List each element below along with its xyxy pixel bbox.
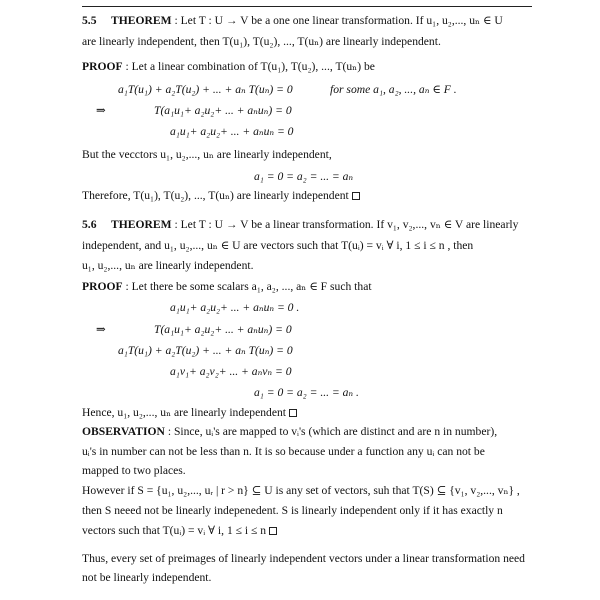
proof-5-6-eq-1: a₁u₁+ a₂u₂+ ... + aₙuₙ = 0 . [170, 301, 300, 314]
observation-heading [82, 425, 497, 439]
qed-square-icon [289, 409, 297, 417]
proof-5-5-line-2: But the vecctors u₁, u₂,..., uₙ are linearly independent, [82, 148, 332, 161]
proof-5-6-eq-5: a₁ = 0 = a₂ = ... = aₙ . [254, 386, 359, 399]
proof-5-6-eq-3: a₁T(u₁) + a₂T(u₂) + ... + aₙ T(uₙ) = 0 [118, 344, 293, 357]
theorem-5-5-heading [82, 14, 503, 28]
proof-5-5-eq-4: a₁ = 0 = a₂ = ... = aₙ [254, 170, 354, 183]
proof-5-6-conclusion [82, 406, 297, 420]
theorem-5-6-line-3: u₁, u₂,..., uₙ are linearly independent. [82, 259, 254, 272]
theorem-number: 5.5 [82, 14, 97, 27]
implies-symbol: ⇒ [96, 323, 106, 336]
top-rule [82, 6, 532, 7]
theorem-5-6-line-2: independent, and u₁, u₂,..., uₙ ∈ U are vectors such that T(uᵢ) = vᵢ ∀ i, 1 ≤ i ≤ n , then [82, 239, 474, 252]
theorem-5-5-line-2: are linearly independent, then T(u₁), T(u₂), ..., T(uₙ) are linearly independent. [82, 35, 441, 48]
observation-line-3: mapped to two places. [82, 464, 186, 477]
theorem-title: THEOREM [111, 218, 172, 231]
qed-square-icon [269, 527, 277, 535]
observation-text: : Since, uᵢ's are mapped to vᵢ's (which are distinct and are n in number), [167, 425, 498, 438]
conclusion-line-2: not be linearly independent. [82, 571, 212, 584]
proof-text: : Let a linear combination of T(u₁), T(u₂), ..., T(uₙ) be [125, 60, 375, 73]
proof-5-6-intro [82, 280, 372, 294]
theorem-statement: : Let T : U → V be a linear transformation. If v₁, v₂,..., vₙ ∈ V are linearly [174, 218, 519, 231]
proof-label: PROOF [82, 280, 123, 293]
theorem-number: 5.6 [82, 218, 97, 231]
qed-square-icon [352, 192, 360, 200]
proof-5-5-conclusion-text: Therefore, T(u₁), T(u₂), ..., T(uₙ) are linearly independent [82, 189, 349, 202]
proof-5-5-conclusion [82, 189, 360, 203]
proof-5-6-conclusion-text: Hence, u₁, u₂,..., uₙ are linearly independent [82, 406, 287, 419]
theorem-statement: : Let T : U → V be a one one linear transformation. If u₁, u₂,..., uₙ ∈ U [174, 14, 503, 27]
observation-label: OBSERVATION [82, 425, 165, 438]
observation-line-6-text: vectors such that T(uᵢ) = vᵢ ∀ i, 1 ≤ i ≤ n [82, 524, 267, 537]
implies-symbol: ⇒ [96, 104, 106, 117]
observation-line-5: then S neeed not be linearly indepenedent. S is linearly independent only if it has exactly n [82, 504, 503, 517]
observation-line-2: uᵢ's in number can not be less than n. It is so because under a function any uᵢ can not be [82, 445, 485, 458]
proof-5-5-eq-1-condition: for some a₁, a₂, ..., aₙ ∈ F . [330, 83, 457, 96]
proof-5-5-eq-2: T(a₁u₁+ a₂u₂+ ... + aₙuₙ) = 0 [154, 104, 292, 117]
proof-5-5-eq-1: a₁T(u₁) + a₂T(u₂) + ... + aₙ T(uₙ) = 0 [118, 83, 293, 96]
conclusion-line-1: Thus, every set of preimages of linearly independent vectors under a linear transformation need [82, 552, 525, 565]
theorem-5-6-heading [82, 218, 518, 232]
proof-text: : Let there be some scalars a₁, a₂, ..., aₙ ∈ F such that [125, 280, 372, 293]
theorem-title: THEOREM [111, 14, 172, 27]
proof-label: PROOF [82, 60, 123, 73]
proof-5-5-intro [82, 60, 375, 74]
proof-5-6-eq-4: a₁v₁+ a₂v₂+ ... + aₙvₙ = 0 [170, 365, 292, 378]
observation-line-4: However if S = {u₁, u₂,..., uᵣ | r > n} ⊆ U is any set of vectors, suh that T(S) ⊆ {v₁, v₂,..., vₙ} , [82, 484, 520, 497]
observation-line-6 [82, 524, 277, 538]
proof-5-6-eq-2: T(a₁u₁+ a₂u₂+ ... + aₙuₙ) = 0 [154, 323, 292, 336]
proof-5-5-eq-3: a₁u₁+ a₂u₂+ ... + aₙuₙ = 0 [170, 125, 294, 138]
